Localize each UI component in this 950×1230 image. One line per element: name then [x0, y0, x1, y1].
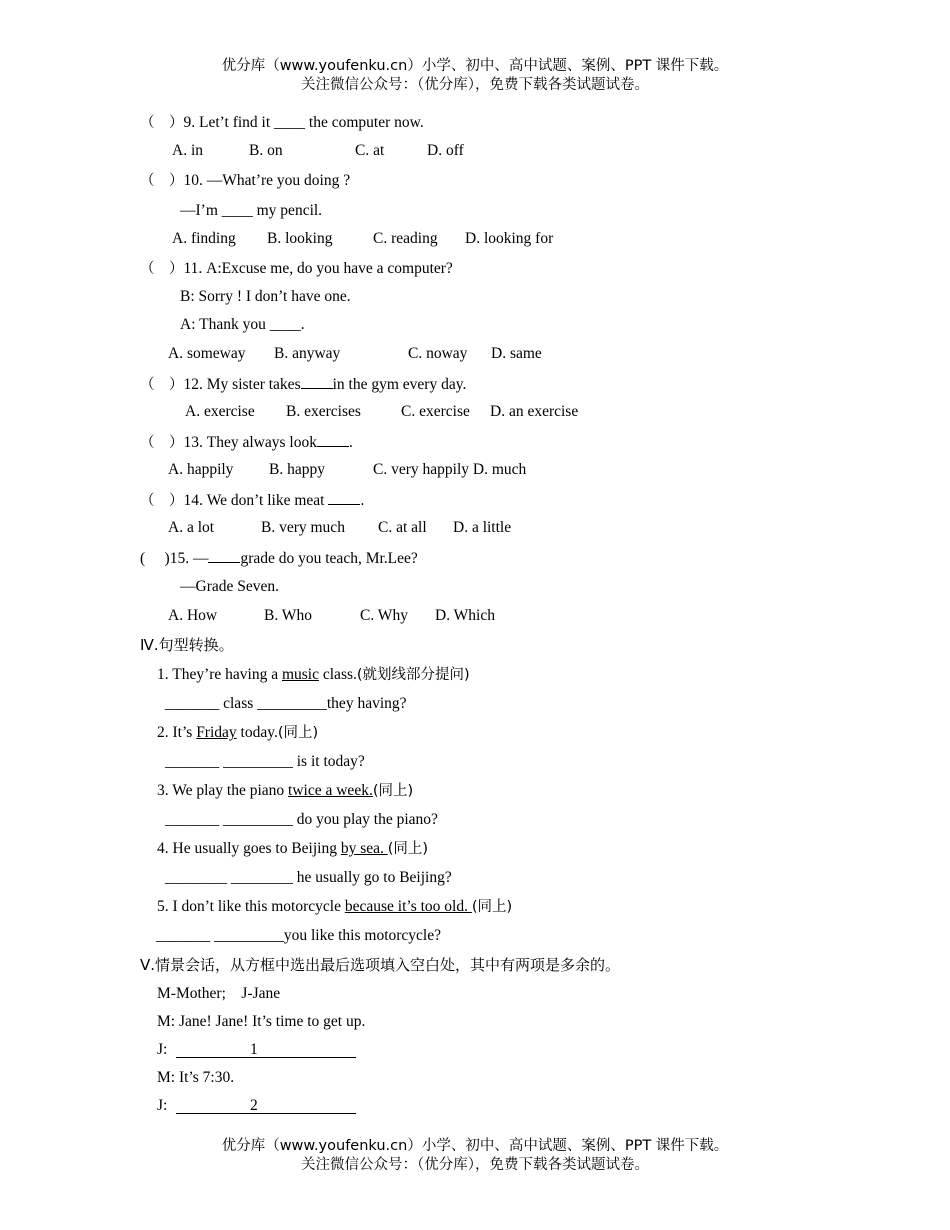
answer-paren: （ ）: [140, 173, 184, 189]
underlined-word: because it’s too old.: [344, 898, 472, 915]
question-10: [140, 171, 350, 191]
sentence-text: 3. We play the piano: [157, 782, 289, 799]
question-stem: 15. —: [169, 550, 209, 567]
instruction-note: (同上): [387, 841, 429, 857]
sentence-text: 1. They’re having a: [157, 666, 282, 683]
question-stem-end: .: [348, 434, 353, 451]
dialogue-speaker-jane-1: J:: [157, 1041, 168, 1058]
underlined-word: music: [281, 666, 319, 683]
dialogue-line-mother-1: M: Jane! Jane! It’s time to get up.: [157, 1013, 366, 1030]
rewrite-item-3: [157, 781, 413, 801]
question-stem: 11. A:Excuse me, do you have a computer?: [183, 260, 453, 277]
option-d: D. looking for: [465, 230, 554, 247]
question-10-line-2: —I’m ____ my pencil.: [180, 202, 323, 219]
option-c: C. reading: [373, 230, 438, 247]
sentence-text: 2. It’s: [157, 724, 197, 741]
underlined-word: by sea.: [340, 840, 388, 857]
section-5-title: Ⅴ.情景会话，从方框中选出最后选项填入空白处，其中有两项是多余的。: [140, 956, 621, 974]
option-d: D. a little: [453, 519, 512, 536]
option-b: B. Who: [264, 607, 312, 624]
instruction-note: (同上): [277, 725, 319, 741]
option-c: C. very happily D. much: [373, 461, 527, 478]
sentence-text-end: class.: [319, 666, 357, 683]
question-stem: 10. —What’re you doing ?: [183, 172, 351, 189]
page-header: [0, 57, 950, 95]
sentence-text: 5. I don’t like this motorcycle: [157, 898, 345, 915]
option-a: A. How: [168, 607, 218, 624]
option-a: A. finding: [172, 230, 236, 247]
rewrite-answer-3: _______ _________ do you play the piano?: [165, 811, 438, 828]
footer-line-1: 优分库（www.youfenku.cn）小学、初中、高中试题、案例、PPT 课件下载。: [221, 1138, 729, 1154]
rewrite-item-5: [157, 897, 512, 917]
answer-paren: ( ): [140, 550, 170, 567]
section-4-title: Ⅳ.句型转换。: [140, 636, 234, 654]
underlined-word: twice a week.: [288, 782, 373, 799]
answer-paren: （ ）: [140, 261, 184, 277]
footer-line-2: 关注微信公众号：（优分库），免费下载各类试题试卷。: [301, 1157, 649, 1173]
dialogue-blank-number-2: 2: [250, 1097, 258, 1114]
option-d: D. off: [427, 142, 464, 159]
fill-blank: [301, 373, 333, 389]
rewrite-answer-1: _______ class _________they having?: [165, 695, 407, 712]
header-line-2: 关注微信公众号：（优分库），免费下载各类试题试卷。: [301, 77, 649, 93]
answer-paren: （ ）: [140, 493, 184, 509]
question-15: [140, 547, 418, 569]
instruction-note: (同上): [372, 783, 414, 799]
question-stem: 13. They always look: [183, 434, 317, 451]
option-a: A. in: [172, 142, 203, 159]
answer-paren: （ ）: [140, 435, 184, 451]
option-a: A. happily: [168, 461, 234, 478]
underlined-word: Friday: [196, 724, 237, 741]
option-b: B. exercises: [286, 403, 361, 420]
rewrite-answer-5: _______ _________you like this motorcycle?: [156, 927, 441, 944]
dialogue-blank-number-1: 1: [250, 1041, 258, 1058]
option-b: B. happy: [269, 461, 325, 478]
option-c: C. Why: [360, 607, 408, 624]
fill-blank: [317, 431, 349, 447]
option-c: C. exercise: [401, 403, 470, 420]
instruction-note: (同上): [471, 899, 513, 915]
option-a: A. a lot: [168, 519, 215, 536]
page-footer: [0, 1137, 950, 1175]
rewrite-answer-4: ________ ________ he usually go to Beijing?: [165, 869, 452, 886]
question-15-line-2: —Grade Seven.: [180, 578, 279, 595]
question-stem-end: grade do you teach, Mr.Lee?: [240, 550, 418, 567]
header-line-1: 优分库（www.youfenku.cn）小学、初中、高中试题、案例、PPT 课件下载。: [221, 58, 729, 74]
question-11-line-3: A: Thank you ____.: [180, 316, 305, 333]
sentence-text: 4. He usually goes to Beijing: [157, 840, 341, 857]
question-11-line-2: B: Sorry ! I don’t have one.: [180, 288, 351, 305]
dialogue-blank-2: [176, 1113, 356, 1114]
question-9: [140, 113, 424, 133]
question-stem: 14. We don’t like meat: [183, 492, 325, 509]
sentence-text-end: today.: [236, 724, 278, 741]
question-stem-end: .: [360, 492, 365, 509]
rewrite-item-4: [157, 839, 428, 859]
dialogue-blank-1: [176, 1057, 356, 1058]
question-stem: 9. Let’t find it ____ the computer now.: [183, 114, 424, 131]
option-c: C. at: [355, 142, 385, 159]
option-c: C. noway: [408, 345, 468, 362]
option-c: C. at all: [378, 519, 427, 536]
rewrite-item-1: [157, 665, 470, 685]
fill-blank: [328, 489, 360, 505]
question-11: [140, 259, 453, 279]
question-14: [140, 489, 364, 511]
dialogue-speaker-jane-2: J:: [157, 1097, 168, 1114]
option-d: D. Which: [435, 607, 495, 624]
option-b: B. on: [249, 142, 283, 159]
dialogue-line-mother-2: M: It’s 7:30.: [157, 1069, 235, 1086]
dialogue-roles: M-Mother; J-Jane: [157, 985, 281, 1002]
question-stem: 12. My sister takes: [183, 376, 301, 393]
option-a: A. exercise: [185, 403, 255, 420]
fill-blank: [208, 547, 240, 563]
question-stem-end: in the gym every day.: [332, 376, 467, 393]
option-d: D. an exercise: [490, 403, 579, 420]
option-b: B. very much: [261, 519, 345, 536]
instruction-note: (就划线部分提问): [356, 667, 470, 683]
question-12: [140, 373, 466, 395]
rewrite-answer-2: _______ _________ is it today?: [165, 753, 365, 770]
option-b: B. anyway: [274, 345, 341, 362]
option-b: B. looking: [267, 230, 333, 247]
option-a: A. someway: [168, 345, 246, 362]
answer-paren: （ ）: [140, 115, 184, 131]
answer-paren: （ ）: [140, 377, 184, 393]
question-13: [140, 431, 353, 453]
option-d: D. same: [491, 345, 542, 362]
rewrite-item-2: [157, 723, 318, 743]
